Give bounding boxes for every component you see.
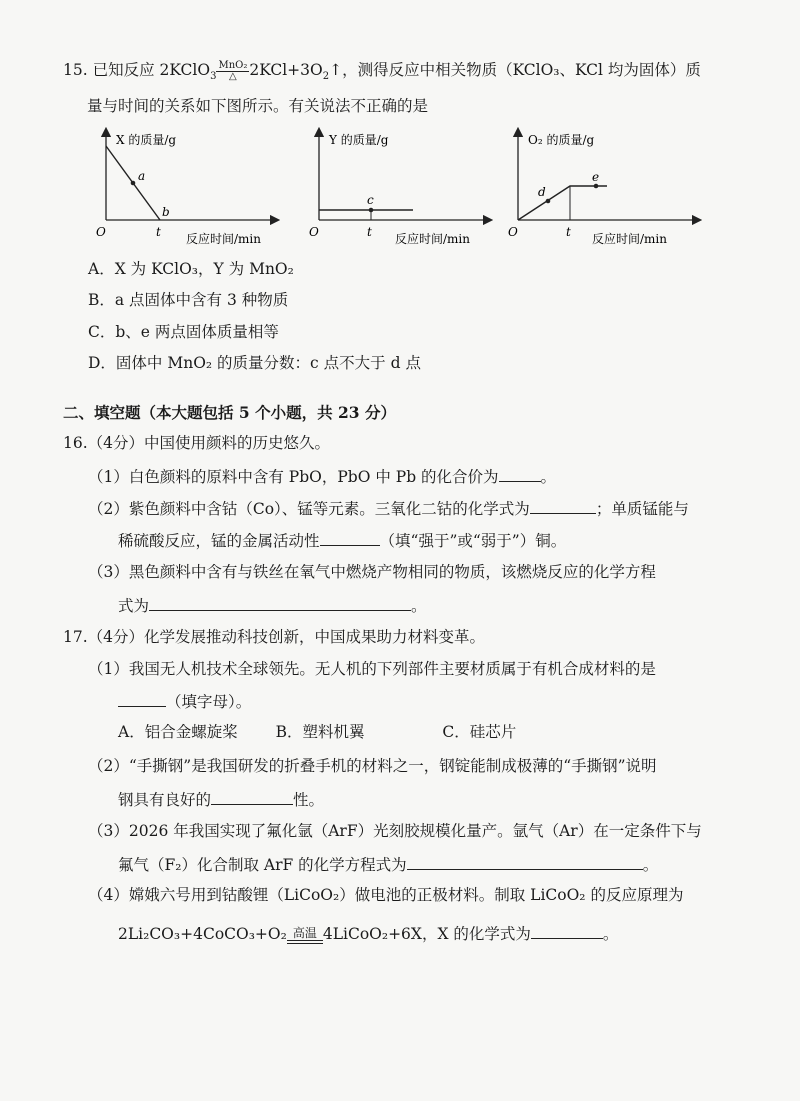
point-d [546, 199, 551, 204]
g1-xlabel: 反应时间/min [186, 232, 261, 246]
q15-option-d: D．固体中 MnO₂ 的质量分数：c 点不大于 d 点 [88, 354, 421, 372]
q15-option-b: B．a 点固体中含有 3 种物质 [88, 291, 289, 309]
point-c [369, 208, 374, 213]
q16-part1-end: 。 [540, 468, 557, 486]
q17-part3-line1: （3）2026 年我国实现了氟化氩（ArF）光刻胶规模化量产。氩气（Ar）在一定条件下与 [88, 822, 702, 840]
point-e [594, 184, 599, 189]
q17-part2b-end: 性。 [293, 791, 325, 809]
high-temp-label: 高温 [292, 925, 317, 940]
q17-part1-end: （填字母）。 [166, 693, 252, 711]
q15-option-a: A．X 为 KClO₃，Y 为 MnO₂ [88, 260, 294, 278]
q16-part3b-text: 式为 [118, 597, 150, 615]
q17-option-b: B．塑料机翼 [275, 723, 365, 741]
q16-part2-text: （2）紫色颜料中含钴（Co）、锰等元素。三氧化二钴的化学式为 [88, 500, 530, 518]
answer-blank[interactable] [320, 529, 380, 546]
q17-eq-products: 4LiCoO₂+6X，X 的化学式为 [322, 925, 531, 943]
answer-blank[interactable] [149, 594, 411, 611]
q16-part2-line1 [88, 497, 689, 519]
q15-option-c: C．b、e 两点固体质量相等 [88, 323, 279, 341]
q16-part3-line1: （3）黑色颜料中含有与铁丝在氧气中燃烧产物相同的物质，该燃烧反应的化学方程 [88, 563, 656, 581]
graph-y-mass [303, 124, 503, 249]
q17-part2-line1: （2）“手撕钢”是我国研发的折叠手机的材料之一，钢锭能制成极薄的“手撕钢”说明 [88, 757, 657, 775]
g2-ylabel: Y 的质量/g [329, 133, 389, 147]
g3-label-e: e [592, 170, 600, 184]
g1-ylabel: X 的质量/g [116, 133, 177, 147]
g3-t: t [566, 225, 571, 239]
g2-t: t [367, 225, 372, 239]
q17-part2-line2 [118, 788, 324, 810]
reaction-condition [216, 61, 249, 82]
q17-eq-reactants: 2Li₂CO₃+4CoCO₃+O₂ [118, 925, 287, 943]
answer-blank[interactable] [211, 788, 293, 805]
q15-stem-mid: 2KCl+3O [249, 61, 323, 79]
q16-part3b-end: 。 [411, 597, 427, 615]
g3-xlabel: 反应时间/min [592, 232, 667, 246]
q17-part2b-text: 钢具有良好的 [118, 791, 212, 809]
q16-part2-end: ；单质锰能与 [595, 500, 689, 518]
graph-o2-mass [502, 124, 712, 249]
reaction-condition [287, 927, 323, 944]
g2-origin: O [309, 225, 319, 239]
q15-stem-line1 [63, 60, 701, 87]
q16-title: 16.（4分）中国使用颜料的历史悠久。 [63, 434, 331, 452]
answer-blank[interactable] [407, 853, 643, 870]
q15-stem-pre: 已知反应 2KClO [92, 61, 211, 79]
graph-x-mass [90, 124, 290, 249]
q17-part4-end: 。 [602, 925, 619, 943]
section-heading: 二、填空题（本大题包括 5 个小题，共 23 分） [63, 403, 396, 422]
q17-option-c: C．硅芯片 [442, 723, 517, 741]
heat-symbol: △ [229, 70, 237, 82]
q15-stem-line2: 量与时间的关系如下图所示。有关说法不正确的是 [87, 97, 429, 115]
answer-blank[interactable] [531, 922, 603, 939]
o2-mass-line [518, 186, 607, 220]
q17-title: 17.（4分）化学发展推动科技创新，中国成果助力材料变革。 [63, 628, 486, 646]
g3-ylabel: O₂ 的质量/g [528, 133, 595, 147]
q17-part3b-text: 氟气（F₂）化合制取 ArF 的化学方程式为 [118, 856, 407, 874]
q15-number: 15. [63, 61, 88, 79]
g3-label-d: d [538, 185, 546, 199]
q17-part3-line2 [118, 853, 658, 875]
q17-option-a: A．铝合金螺旋桨 [118, 723, 238, 741]
q16-part1-text: （1）白色颜料的原料中含有 PbO，PbO 中 Pb 的化合价为 [88, 468, 499, 486]
q16-part2-line2 [118, 529, 566, 551]
q15-stem-post: ↑，测得反应中相关物质（KClO₃、KCl 均为固体）质 [329, 61, 701, 79]
answer-blank[interactable] [118, 690, 166, 707]
q16-part2b-end: （填“强于”或“弱于”）铜。 [379, 532, 567, 550]
q17-part4-line1: （4）嫦娥六号用到钴酸锂（LiCoO₂）做电池的正极材料。制取 LiCoO₂ 的反应原理为 [88, 886, 684, 904]
g3-origin: O [508, 225, 518, 239]
q16-part1 [88, 465, 556, 487]
answer-blank[interactable] [499, 465, 541, 482]
answer-blank[interactable] [530, 497, 596, 514]
g2-xlabel: 反应时间/min [395, 232, 470, 246]
point-a [131, 181, 136, 186]
catalyst-label: MnO₂ [218, 59, 248, 71]
equals-sign [287, 940, 323, 944]
g1-label-b: b [162, 205, 170, 219]
q17-part3b-end: 。 [642, 856, 659, 874]
q17-options [118, 722, 516, 742]
g1-t: t [156, 225, 161, 239]
q17-part1-line1: （1）我国无人机技术全球领先。无人机的下列部件主要材质属于有机合成材料的是 [88, 660, 656, 678]
q16-part3-line2 [118, 594, 427, 616]
q15-sub2: 2 [322, 71, 330, 83]
q17-part4-line2 [118, 922, 618, 944]
g1-label-a: a [138, 169, 146, 183]
g2-label-c: c [367, 193, 374, 207]
g1-origin: O [96, 225, 106, 239]
q17-part1-line2 [118, 690, 251, 712]
q16-part2b-text: 稀硫酸反应，锰的金属活动性 [118, 532, 320, 550]
q15-sub: 3 [210, 71, 217, 83]
